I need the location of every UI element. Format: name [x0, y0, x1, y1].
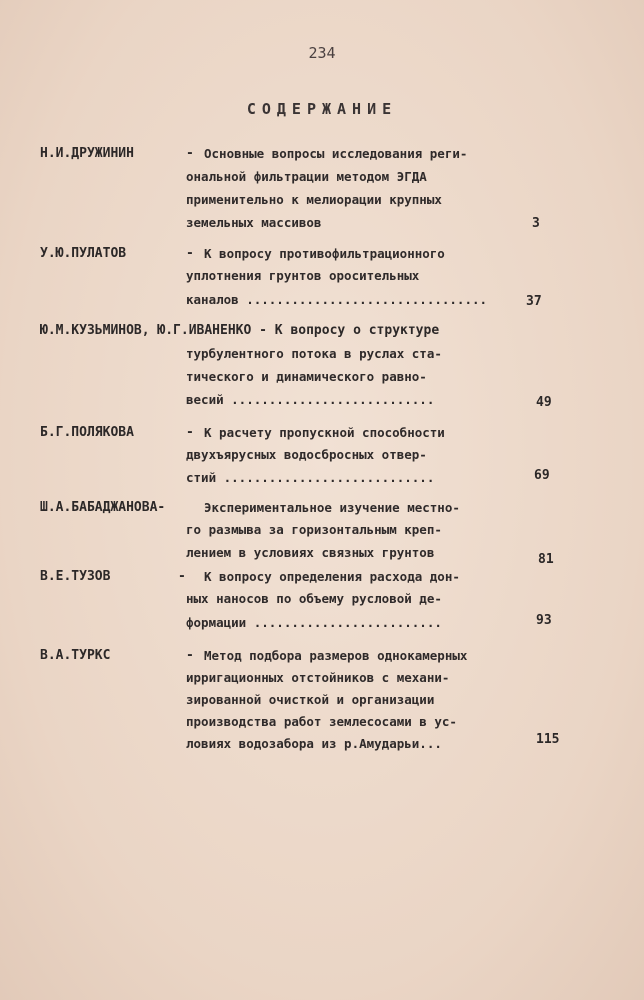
toc-title-line: каналов ................................	[186, 292, 488, 307]
toc-title-line: К расчету пропускной способности	[204, 425, 445, 440]
toc-title-line: производства работ землесосами в ус-	[186, 714, 457, 729]
toc-title-line: ирригационных отстойников с механи-	[186, 670, 450, 685]
toc-title-line: К вопросу противофильтрационного	[204, 246, 445, 261]
toc-title-line: применительно к мелиорации крупных	[186, 192, 442, 207]
toc-dash: -	[186, 425, 194, 440]
toc-page-number: 93	[536, 613, 552, 628]
toc-author: У.Ю.ПУЛАТОВ	[40, 246, 127, 261]
toc-title-line: весий ...........................	[186, 392, 435, 407]
toc-title-line: К вопросу определения расхода дон-	[204, 569, 460, 584]
toc-title-line: земельных массивов	[186, 215, 322, 230]
toc-author: В.А.ТУРКС	[40, 648, 111, 663]
toc-dash: -	[186, 648, 194, 663]
toc-title-line: лением в условиях связных грунтов	[186, 545, 435, 560]
toc-title-line: тического и динамического равно-	[186, 369, 427, 384]
toc-author: Б.Г.ПОЛЯКОВА	[40, 425, 134, 440]
toc-author: Ш.А.БАБАДЖАНОВА-	[40, 500, 166, 515]
toc-page-number: 3	[532, 216, 540, 231]
toc-page-number: 69	[534, 468, 550, 483]
toc-title-line: стий ............................	[186, 470, 435, 485]
toc-title-line: ловиях водозабора из р.Амударьи...	[186, 736, 442, 751]
toc-title-line: турбулентного потока в руслах ста-	[186, 346, 442, 361]
toc-title-line: двухъярусных водосбросных отвер-	[186, 447, 427, 462]
toc-title-line: уплотнения грунтов оросительных	[186, 268, 420, 283]
toc-title-line: Экспериментальное изучение местно-	[204, 500, 460, 515]
toc-author: Н.И.ДРУЖИНИН	[40, 146, 134, 161]
toc-dash: -	[186, 246, 194, 261]
page-number: 234	[308, 44, 336, 62]
toc-title-line: Метод подбора размеров однокамерных	[204, 648, 468, 663]
toc-dash: -	[178, 569, 186, 584]
page-title: СОДЕРЖАНИЕ	[246, 100, 398, 118]
toc-page-number: 81	[538, 552, 554, 567]
toc-title-line: формации .........................	[186, 615, 442, 630]
toc-title-line: Основные вопросы исследования реги-	[204, 146, 468, 161]
toc-page-number: 115	[536, 732, 560, 747]
toc-title-line: го размыва за горизонтальным креп-	[186, 522, 442, 537]
toc-author: В.Е.ТУЗОВ	[40, 569, 111, 584]
toc-author: Ю.М.КУЗЬМИНОВ, Ю.Г.ИВАНЕНКО - К вопросу о структуре	[40, 323, 440, 338]
toc-title-line: зированной очисткой и организации	[186, 692, 435, 707]
toc-dash: -	[186, 146, 194, 161]
toc-title-line: ональной фильтрации методом ЭГДА	[186, 169, 427, 184]
toc-page-number: 49	[536, 395, 552, 410]
toc-page-number: 37	[526, 294, 542, 309]
toc-title-line: ных наносов по объему русловой де-	[186, 591, 442, 606]
